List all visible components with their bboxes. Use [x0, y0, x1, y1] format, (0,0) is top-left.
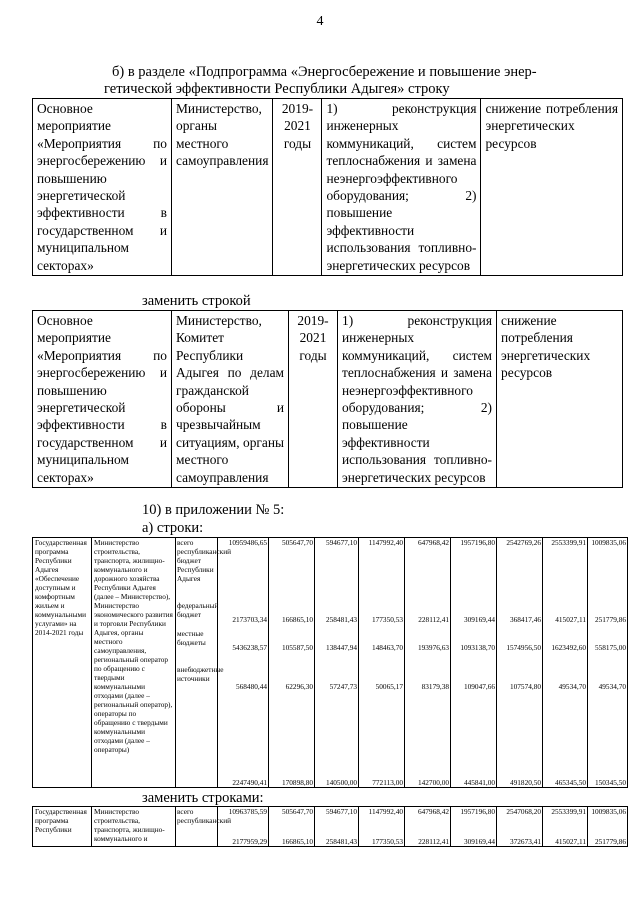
amount-cell: 772113,00: [372, 778, 403, 787]
amount-cell: 558175,00: [594, 643, 626, 652]
amount-cell: 138447,94: [325, 643, 357, 652]
source-label: внебюджетные источники: [177, 665, 224, 683]
source-label: республиканский: [177, 816, 232, 825]
old-result-cell: снижение потребления энергетических ресурсов: [481, 99, 623, 276]
amount-cell: 415027,11: [555, 614, 586, 624]
amount-cell: 142700,00: [417, 778, 449, 787]
amount-cell: 505647,70: [281, 807, 313, 816]
value-column: [588, 807, 628, 847]
amount-cell: 2553399,91: [551, 807, 586, 816]
amount-cell: 57247,73: [329, 681, 357, 691]
amount-cell: 2542769,26: [506, 538, 541, 547]
amount-cell: 1147992,40: [368, 538, 403, 547]
amount-cell: 50065,17: [375, 681, 403, 691]
source-label: республиканский бюджет Республики Адыгея: [177, 547, 232, 583]
new-financing-table: [32, 806, 628, 847]
value-column: [269, 807, 315, 847]
value-column: [269, 538, 315, 788]
executors-cell: Министерство строительства, транспорта, жилищно-коммунального и дорожного хозяйства Республики Адыгея (далее – Министерство), Министерство экономического развития и торговли Республики Адыгея, органы местного самоуправления, региональный оператор по обращению с твердыми коммунальными отходами (далее – региональный оператор), операторы по обращению с твердыми коммунальными отходами (далее – операторы): [92, 538, 176, 788]
replace-with-rows-label: заменить строками:: [142, 790, 264, 806]
amount-cell: 1093138,70: [460, 643, 495, 652]
amount-cell: 415027,11: [555, 837, 586, 846]
value-column: [218, 538, 269, 788]
appendix-label: 10) в приложении № 5:: [142, 502, 285, 518]
amount-cell: 1009835,06: [591, 807, 626, 816]
amount-cell: 491820,50: [509, 778, 541, 787]
value-column: [543, 807, 588, 847]
value-column: [315, 807, 359, 847]
amount-cell: 465345,50: [554, 778, 586, 787]
rows-label: а) строки:: [142, 520, 204, 536]
value-column: [359, 538, 405, 788]
amount-cell: 1957196,80: [460, 807, 495, 816]
table-row: [33, 311, 623, 488]
value-column: [497, 538, 543, 788]
amount-cell: 150345,50: [594, 778, 626, 787]
intro-paragraph: [62, 64, 602, 98]
amount-cell: 2173703,34: [232, 614, 267, 624]
amount-cell: 258481,43: [325, 614, 357, 624]
amount-cell: 368417,46: [509, 614, 541, 624]
amount-cell: 309169,44: [463, 614, 495, 624]
amount-cell: 228112,41: [418, 614, 449, 624]
amount-cell: 166865,10: [281, 837, 313, 846]
amount-cell: 193976,63: [417, 643, 449, 652]
new-direction-cell: 1) реконструкция инженерных коммуникаций, систем теплоснабжения и замена неэнергоэффективного оборудования; 2) повышение эффективности использования топливно-энергетических ресурсов: [338, 311, 497, 488]
amount-cell: 1574956,50: [506, 643, 541, 652]
new-row-table: [32, 310, 623, 488]
amount-cell: 251779,86: [594, 837, 626, 846]
program-name-cell: Государственная программа Республики: [33, 807, 92, 847]
amount-cell: 109047,66: [463, 681, 495, 691]
amount-cell: 177350,53: [371, 614, 403, 624]
source-column: [176, 807, 232, 847]
amount-cell: 251779,86: [594, 614, 626, 624]
amount-cell: 1957196,80: [460, 538, 495, 547]
new-result-cell: снижение потребления энергетических ресурсов: [497, 311, 623, 488]
table-row: [33, 99, 623, 276]
amount-cell: 2177959,29: [232, 837, 267, 846]
old-row-table: [32, 98, 623, 276]
amount-cell: 258481,43: [325, 837, 357, 846]
amount-cell: 594677,10: [325, 807, 357, 816]
value-column: [543, 538, 588, 788]
amount-cell: 228112,41: [418, 837, 449, 846]
old-period-cell: 2019-2021 годы: [273, 99, 322, 276]
amount-cell: 148463,70: [371, 643, 403, 652]
value-column: [588, 538, 628, 788]
amount-cell: 1009835,06: [591, 538, 626, 547]
source-label: федеральный бюджет: [177, 601, 219, 619]
page-number: 4: [316, 14, 324, 29]
program-name-cell: Государственная программа Республики Адыгея «Обеспечение доступным и комфортным жильем и коммунальными услугами» на 2014-2021 годы: [33, 538, 92, 788]
amount-cell: 166865,10: [281, 614, 313, 624]
amount-cell: 568480,44: [235, 681, 267, 691]
source-label: всего: [177, 538, 194, 547]
amount-cell: 2553399,91: [551, 538, 586, 547]
amount-cell: 372673,41: [509, 837, 541, 846]
amount-cell: 105587,50: [281, 643, 313, 652]
table-row: [33, 807, 628, 847]
source-label: местные бюджеты: [177, 629, 206, 647]
amount-cell: 5436238,57: [232, 643, 267, 652]
intro-line-1: б) в разделе «Подпрограмма «Энергосбережение и повышение энер-: [112, 64, 537, 80]
value-column: [405, 538, 451, 788]
amount-cell: 49534,70: [598, 681, 626, 691]
new-executor-cell: Министерство, Комитет Республики Адыгея по делам гражданской обороны и чрезвычайным ситуациям, органы местного самоуправления: [172, 311, 289, 488]
amount-cell: 2547068,20: [506, 807, 541, 816]
amount-cell: 140500,00: [325, 778, 357, 787]
new-period-cell: 2019-2021 годы: [289, 311, 338, 488]
amount-cell: 62296,30: [285, 681, 313, 691]
replace-with-row-label: заменить строкой: [142, 293, 251, 309]
amount-cell: 10963785,59: [228, 807, 267, 816]
new-measure-cell: Основное мероприятие «Мероприятия по энергосбережению и повышению энергетической эффективности в государственном и муниципальном секторах»: [33, 311, 172, 488]
amount-cell: 2247490,41: [232, 778, 267, 787]
amount-cell: 177350,53: [371, 837, 403, 846]
amount-cell: 647968,42: [417, 807, 449, 816]
amount-cell: 505647,70: [281, 538, 313, 547]
amount-cell: 309169,44: [463, 837, 495, 846]
amount-cell: 10959486,65: [228, 538, 267, 547]
table-row: [33, 538, 628, 788]
value-column: [405, 807, 451, 847]
amount-cell: 107574,80: [509, 681, 541, 691]
value-column: [451, 807, 497, 847]
amount-cell: 594677,10: [325, 538, 357, 547]
value-column: [359, 807, 405, 847]
old-executor-cell: Министерство, органы местного самоуправления: [172, 99, 273, 276]
amount-cell: 170898,80: [281, 778, 313, 787]
amount-cell: 1147992,40: [368, 807, 403, 816]
value-column: [497, 807, 543, 847]
old-measure-cell: Основное мероприятие «Мероприятия по энергосбережению и повышению энергетической эффективности в государственном и муниципальном секторах»: [33, 99, 172, 276]
old-financing-table: [32, 537, 628, 788]
value-column: [315, 538, 359, 788]
value-column: [451, 538, 497, 788]
value-column: [218, 807, 269, 847]
amount-cell: 49534,70: [558, 681, 586, 691]
amount-cell: 647968,42: [417, 538, 449, 547]
old-direction-cell: 1) реконструкция инженерных коммуникаций, систем теплоснабжения и замена неэнергоэффективного оборудования; 2) повышение эффективности использования топливно-энергетических ресурсов: [322, 99, 481, 276]
intro-line-2: гетической эффективности Республики Адыгея» строку: [104, 81, 450, 97]
amount-cell: 1623492,60: [551, 643, 586, 652]
executors-cell: Министерство строительства, транспорта, жилищно-коммунального и: [92, 807, 176, 847]
source-label: всего: [177, 807, 194, 816]
source-column: [176, 538, 232, 788]
amount-cell: 445841,00: [463, 778, 495, 787]
amount-cell: 83179,38: [421, 681, 449, 691]
